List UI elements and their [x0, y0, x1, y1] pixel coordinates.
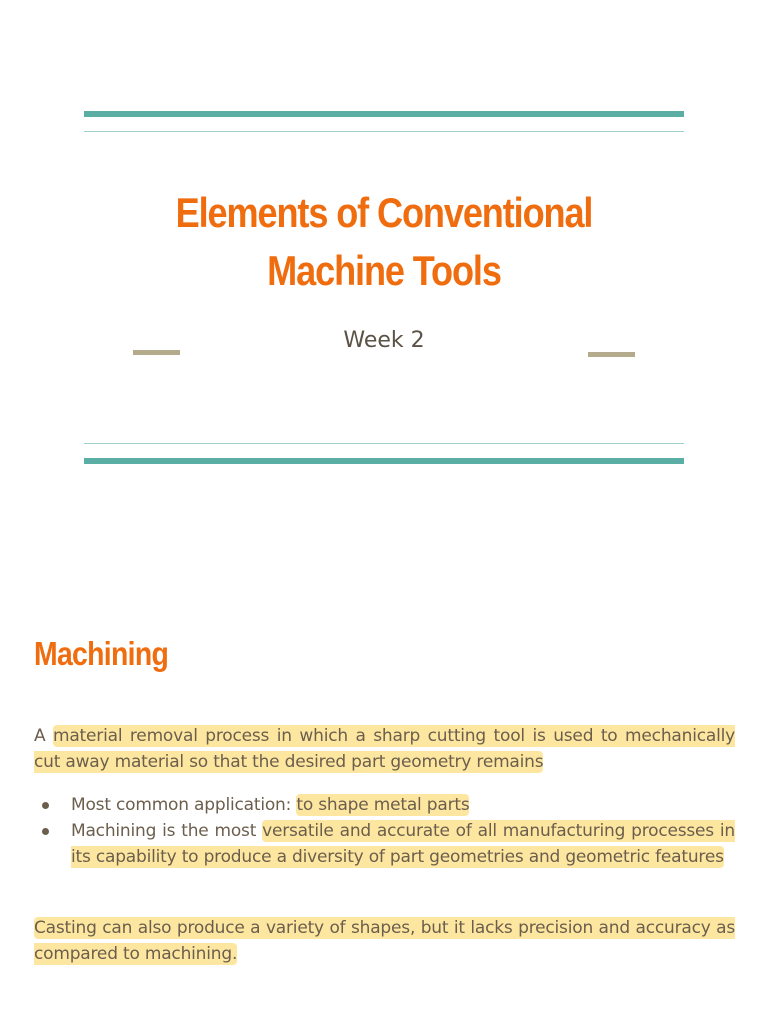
bottom-thick-rule — [84, 458, 684, 464]
comparison-highlight: Casting can also produce a variety of shapes, but it lacks precision and accuracy as compared to machining. — [34, 918, 735, 964]
title-line-1: Elements of Conventional — [175, 189, 593, 236]
section-heading: Machining — [34, 635, 169, 672]
list-item — [34, 818, 735, 870]
subtitle: Week 2 — [343, 328, 425, 353]
top-thick-rule — [84, 111, 684, 117]
bullet-highlight: to shape metal parts — [296, 795, 470, 815]
definition-paragraph — [34, 723, 735, 775]
definition-highlight: material removal process in which a sharp cutting tool is used to mechanically cut away material so that the desired part geometry remains — [34, 726, 735, 772]
title-line-2: Machine Tools — [267, 247, 501, 294]
bullet-highlight: versatile and accurate of all manufacturing processes in its capability to produce a diversity of part geometries and geometric features — [71, 821, 736, 867]
comparison-paragraph — [34, 915, 735, 967]
bullet-prefix: Machining is the most — [71, 821, 263, 841]
bottom-thin-rule — [84, 443, 684, 444]
bullet-dot-icon — [42, 828, 49, 835]
list-item — [34, 792, 735, 818]
definition-prefix: A — [34, 726, 53, 746]
bullet-dot-icon — [42, 802, 49, 809]
bullet-prefix: Most common application: — [71, 795, 297, 815]
bullet-list — [34, 792, 735, 870]
page-title — [126, 184, 642, 300]
right-dash-ornament — [588, 352, 635, 357]
top-thin-rule — [84, 131, 684, 132]
